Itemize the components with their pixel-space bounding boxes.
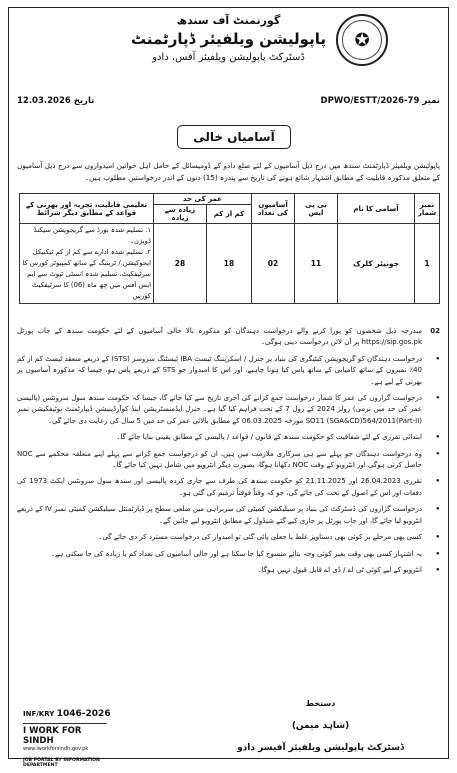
table-row (20, 224, 440, 304)
col-age: عمر کی حد (154, 194, 252, 205)
vacancies-banner: آسامیاں خالی (177, 125, 291, 149)
condition-item: • ابتدائی تقرری کے لئے شفافیت کو حکومت سندھ کے قانون / قواعد / پالیسی کے مطابق یقینی بنایا جائے گا۔ (116, 433, 440, 442)
condition-item: • یہ اشتہار کسی بھی وقت بغیر کوئی وجہ بتائے منسوخ کیا جا سکتا ہے اور خالی آسامیوں کی تعداد کم یا زیادہ کی جا سکتی ہے۔ (50, 549, 440, 558)
condition-item: • انٹرویو کے لیے کوئی ٹی اے / ڈی اے قابل قبول نہیں ہوگا۔ (257, 565, 440, 574)
inf-label: INF/KRY (23, 710, 55, 718)
work-for-sindh-logo (23, 723, 107, 768)
reference-number: نمبر DPWO/ESTT/2026-79 (320, 96, 440, 106)
inf-number: 1046-2026 (56, 709, 111, 719)
portal-title: I WORK FOR SINDH (23, 726, 82, 746)
cell-qualification (20, 224, 154, 304)
cell-age-max: 28 (154, 224, 207, 304)
cell-serial: 1 (415, 224, 440, 304)
signatory-designation: ڈسٹرکٹ پاپولیشن ویلفیئر آفیسر دادو (237, 743, 404, 753)
col-post: آسامی کا نام (338, 194, 415, 224)
cell-count: 02 (252, 224, 295, 304)
condition-item: • درخواست گزاروں کی عمر کا شمار درخواست جمع کرانے کی آخری تاریخ سے کیا جائے گا، جیسا کہ حکومت سندھ سول سرونٹس (پالیسی عمر کی حد میں نرمی) رولز 2024 کے رول 7 کے تحت فراہم کیا گیا ہے۔ جنرل ایڈمنسٹریشن اینڈ کوآرڈینیشن ڈیپارٹمنٹ نوٹیفکیشن نمبر SO11 (SGA&CD)564/2011(Part-II) مورخہ 06.03.2025 کے مطابق بالائی عمر کی حد میں 5 سال کی رعایت دی جائے گی۔ (17, 394, 440, 425)
inf-reference (23, 709, 111, 719)
cell-post: جونیئر کلرک (338, 224, 415, 304)
signatory-name: (شاہد میمن) (291, 721, 350, 731)
intro-paragraph: پاپولیشن ویلفیئر ڈپارٹمنٹ سندھ میں درج ذیل آسامیوں کے لئے ضلع دادو کے ڈومیسائل کے حامل اہل خواتین امیدواروں سے درج ذیل آسامیوں کے متعلق مذکورہ قابلیت کے مطابق اشتہار شائع ہونے کی تاریخ سے پندرہ (15) دنوں کے اندر درخواستیں مطلوب ہیں۔ (17, 161, 440, 182)
government-title: گورنمنٹ آف سندھ (176, 14, 281, 27)
col-bps: بی پی ایس (295, 194, 338, 224)
condition-item: • تقرری 26.04.2023 اور 21.11.2025 کو حکومت سندھ کی طرف سے جاری کردہ پالیسی اور سندھ سول سرونٹس ایکٹ 1973 کی دفعات اور اس کے اصول کے تحت کی جائے گی، جو کہ وقتاً فوقتاً ترمیم کی گئی ہو۔ (17, 477, 440, 497)
col-age-max: زیادہ سے زیادہ (154, 205, 207, 224)
portal-tagline: JOB PORTAL BY INFORMATION DEPARTMENT (23, 758, 100, 768)
qualification-line-2: ۲. تسلیم شدہ ادارے سے کم از کم ٹیکنیکل ایجوکیشن / ٹریننگ کے ساتھ کمپیوٹر کورس کا سرٹیفکیٹ، تسلیم شدہ انسٹی ٹیوٹ سے ایم ایس آفس میں چھ ماہ (06) کا سرٹیفکیٹ کورس (22, 248, 151, 300)
condition-item: • درخواست گزاروں کی ڈسٹرکٹ کی بنیاد پر سیلیکشن کمیٹی کی سربراہی میں ضلعی سطح پر ڈپارٹمنٹل سیلیکشن کمیٹی نمبر IV کے ذریعے انٹرویو لیا جائے گا، اور جاب پورٹل پر جاری کیے گئے شیڈول کے مطابق انٹرویو لیے جائیں گے۔ (17, 505, 440, 525)
condition-item: • درخواست دہندگان کو گریجویشن کیٹیگری کی بنیاد پر جنرل / اسکریننگ ٹیسٹ IBA ٹیسٹنگ سروسز (STS) کے ذریعے منعقد ٹیسٹ کم از کم 40٪ نمبروں کے ساتھ کامیابی کے ساتھ پاس کیا ہونا چاہیے، اور اس کا امیدوار جو STS کے ذریعے پاس ہو، جیسا کہ مذکورہ آسامیوں پر بھرتی کے لیے ہے۔ (17, 354, 440, 386)
col-age-min: کم از کم (207, 205, 252, 224)
department-title: پاپولیشن ویلفیئر ڈپارٹمنٹ (131, 30, 326, 48)
advertisement-page (8, 7, 449, 768)
office-title: ڈسٹرکٹ پاپولیشن ویلفیئر آفس، دادو (152, 52, 305, 63)
cell-bps: 11 (295, 224, 338, 304)
portal-url: www.iworkforsindh.gov.pk (23, 746, 89, 752)
vacancy-table (19, 193, 440, 304)
signature-label: دستخط (305, 699, 336, 708)
signature-block (237, 693, 404, 759)
col-qualification: تعلیمی قابلیت، تجربہ اور بھرتی کے قواعد کے مطابق دیگر شرائط (20, 194, 154, 224)
condition-item: • وہ درخواست دہندگان جو پہلے سے ہی سرکاری ملازمت میں ہیں، ان کو درخواست جمع کرانے سے پہلے اپنے متعلقہ محکمے سے NOC حاصل کرنی ہوگی اور انٹرویو کے وقت NOC دکھانا ہوگا، بصورت دیگر انٹرویو میں شامل نہیں کیا جائے گا۔ (17, 449, 440, 470)
qualification-line-1: ۱. تسلیم شدہ بورڈ سے گریجویشن سیکنڈ ڈویژن۔ (33, 226, 151, 245)
col-serial: نمبر شمار (415, 194, 440, 224)
reference-row (17, 96, 440, 110)
emblem-icon: ✪ (342, 20, 382, 60)
col-count: آسامیوں کی تعداد (252, 194, 295, 224)
table-header-row (20, 194, 440, 205)
condition-item: • کسی بھی مرحلے پر کوئی بھی دستاویز غلط یا جعلی پائی گئی تو امیدوار کی درخواست مسترد کر دی جائے گی۔ (98, 533, 440, 542)
conditions-list (17, 326, 440, 581)
reference-date: تاریخ 12.03.2026 (17, 96, 95, 106)
condition-item: 02 مندرجہ ذیل شخصوں کو پورا کرنے والے درخواست دہندگان کو مذکورہ بالا خالی آسامیوں کے لئے حکومت سندھ کے جاب پورٹل https://sip.gos.pk پر آن لائن درخواست دینی ہوگی۔ (17, 327, 440, 347)
cell-age-min: 18 (207, 224, 252, 304)
